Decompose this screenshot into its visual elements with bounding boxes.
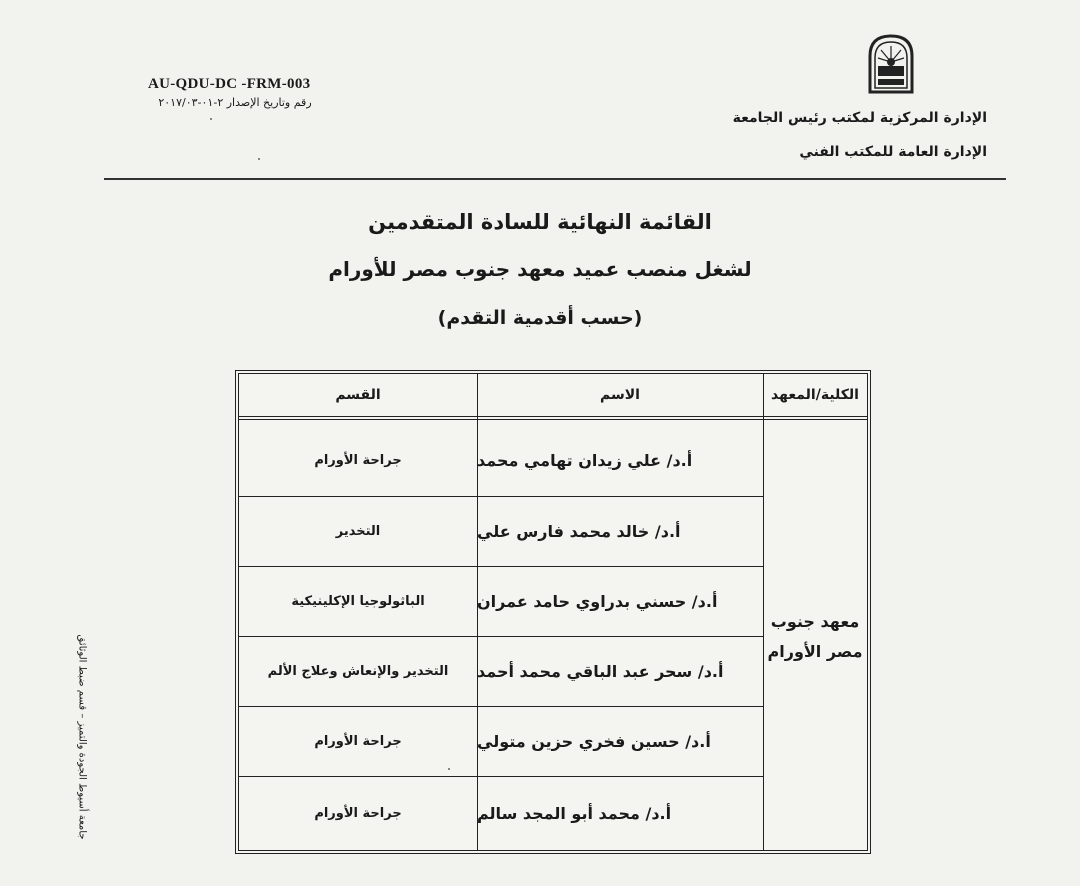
row-1-department: جراحة الأورام	[314, 452, 402, 468]
row-5-department: جراحة الأورام	[314, 733, 402, 749]
row-6-name: أ.د/ محمد أبو المجد سالم	[477, 803, 672, 823]
scan-speck	[258, 158, 260, 160]
title-line-1: القائمة النهائية للسادة المتقدمين	[368, 210, 712, 234]
side-note	[72, 612, 92, 862]
header-department: القسم	[239, 374, 477, 420]
scan-speck	[210, 118, 212, 120]
form-code: AU-QDU-DC -FRM-003	[148, 76, 311, 92]
issue-date: رقم وتاريخ الإصدار ٢-٠١-٢٠١٧/٠٣	[158, 96, 312, 109]
side-note-text: جامعة أسيوط الجودة والتميز – قسم ضبط الوثائق	[76, 634, 88, 840]
row-2-name: أ.د/ خالد محمد فارس علي	[477, 521, 681, 541]
university-logo	[866, 32, 916, 94]
admin-line-1: الإدارة المركزية لمكتب رئيس الجامعة	[732, 110, 987, 126]
row-3-name: أ.د/ حسني بدراوي حامد عمران	[477, 591, 718, 611]
title-line-3: (حسب أقدمية التقدم)	[437, 307, 643, 329]
header-divider	[104, 178, 1006, 180]
row-1-name: أ.د/ علي زيدان تهامي محمد	[477, 450, 693, 470]
header-institute: الكلية/المعهد	[763, 374, 867, 420]
admin-line-2: الإدارة العامة للمكتب الفني	[799, 144, 987, 160]
header-name: الاسم	[477, 374, 763, 420]
row-5-name: أ.د/ حسين فخري حزين متولي	[477, 731, 711, 751]
institute-line-1: معهد جنوب	[770, 611, 860, 631]
row-2-department: التخدير	[335, 523, 381, 539]
row-6-department: جراحة الأورام	[314, 805, 402, 821]
row-3-department: الباثولوجيا الإكلينيكية	[291, 593, 425, 609]
university-seal-icon	[866, 32, 916, 94]
row-4-department: التخدير والإنعاش وعلاج الألم	[267, 663, 449, 679]
scan-speck	[448, 768, 450, 770]
institute-cell	[763, 424, 867, 850]
institute-line-2: مصر الأورام	[767, 642, 863, 661]
applicants-table	[235, 370, 871, 854]
title-line-2: لشغل منصب عميد معهد جنوب مصر للأورام	[328, 257, 752, 281]
row-4-name: أ.د/ سحر عبد الباقي محمد أحمد	[477, 661, 724, 681]
